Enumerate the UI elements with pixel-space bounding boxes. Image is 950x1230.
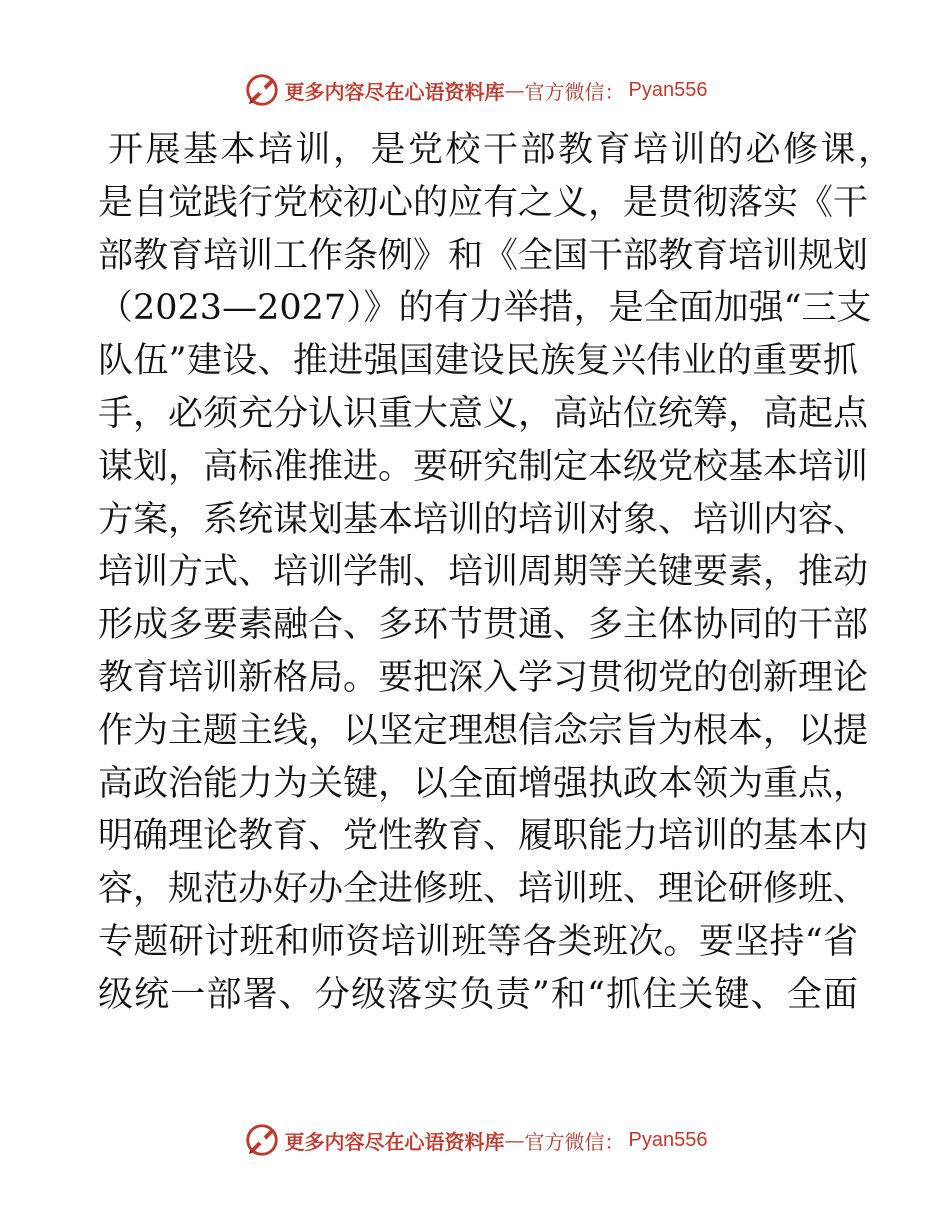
banner-separator: — [504,1128,525,1152]
text-line: 明确理论教育、党性教育、履职能力培训的基本内 [98,816,869,857]
text-line: 作为主题主线，以坚定理想信念宗旨为根本，以提 [98,710,869,751]
text-line: 教育培训新格局。要把深入学习贯彻党的创新理论 [98,657,869,698]
text-line: 谋划，高标准推进。要研究制定本级党校基本培训 [98,446,869,487]
text-line: 是自觉践行党校初心的应有之义，是贯彻落实《干 [98,182,869,223]
text-line: 容，规范办好办全进修班、培训班、理论研修班、 [98,869,869,910]
text-line: 队伍”建设、推进强国建设民族复兴伟业的重要抓 [98,341,858,382]
text-line: 高政治能力为关键，以全面增强执政本领为重点， [98,763,869,804]
text-line: 专题研讨班和师资培训班等各类班次。要坚持“省 [98,921,858,962]
body-paragraph [98,124,896,1022]
wechat-label: 官方微信： [524,79,625,104]
wechat-id: Pyan556 [628,78,708,101]
text-line: 形成多要素融合、多环节贯通、多主体协同的干部 [98,605,869,646]
text-line: 级统一部署、分级落实负责”和“抓住关键、全面 [98,974,858,1015]
text-line: 方案，系统谋划基本培训的培训对象、培训内容、 [98,499,869,540]
text-line: 开展基本培训，是党校干部教育培训的必修课， [108,130,896,170]
text-line: 手，必须充分认识重大意义，高站位统筹，高起点 [98,393,869,434]
footer-banner [0,1120,950,1160]
pen-circle-logo-icon [243,1121,281,1159]
pen-circle-logo-icon [243,71,281,109]
header-banner [0,70,950,110]
banner-text: 更多内容尽在心语资料库 [284,1129,505,1154]
text-line: （2023—2027）》的有力举措，是全面加强“三支 [98,288,872,329]
banner-text: 更多内容尽在心语资料库 [284,79,505,104]
wechat-id: Pyan556 [628,1128,708,1151]
wechat-label: 官方微信： [524,1129,625,1154]
banner-separator: — [504,78,525,102]
text-line: 培训方式、培训学制、培训周期等关键要素，推动 [98,552,869,593]
text-line: 部教育培训工作条例》和《全国干部教育培训规划 [98,235,869,276]
